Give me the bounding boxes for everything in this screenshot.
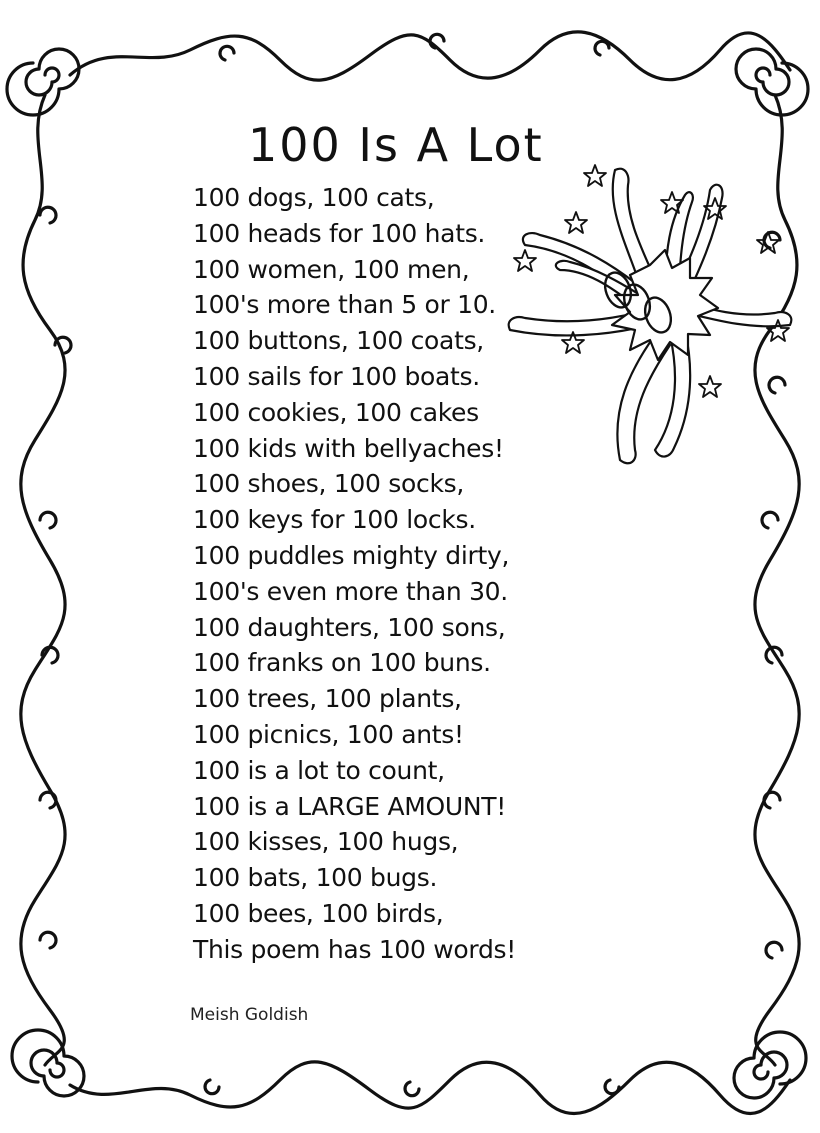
poem-line: 100 is a lot to count, <box>193 755 445 785</box>
poem-line: 100 kisses, 100 hugs, <box>193 827 459 857</box>
page-title: 100 Is A Lot <box>248 118 544 172</box>
poem-line: 100 kids with bellyaches! <box>193 433 504 463</box>
poem-line: 100 buttons, 100 coats, <box>193 326 484 356</box>
poem-line: 100 cookies, 100 cakes <box>193 397 479 427</box>
author-credit: Meish Goldish <box>190 1005 309 1025</box>
poem-line: 100 trees, 100 plants, <box>193 684 462 714</box>
poem-line: 100 bees, 100 birds, <box>193 898 444 928</box>
poem-line: 100 franks on 100 buns. <box>193 648 491 678</box>
poem-line: 100's more than 5 or 10. <box>193 290 496 320</box>
poem-line: 100 is a LARGE AMOUNT! <box>193 791 506 821</box>
poem-line: 100 dogs, 100 cats, <box>193 183 435 212</box>
firework-burst-icon <box>490 150 795 475</box>
corner-spiral-tr <box>736 49 808 115</box>
corner-spiral-tl <box>7 49 79 115</box>
poem-line: 100 picnics, 100 ants! <box>193 719 464 749</box>
poem-line: 100 keys for 100 locks. <box>193 505 476 535</box>
poem-line: 100 heads for 100 hats. <box>193 218 486 248</box>
poem-line: 100's even more than 30. <box>193 576 508 606</box>
poem-line: 100 sails for 100 boats. <box>193 361 480 391</box>
poem-line: 100 shoes, 100 socks, <box>193 469 465 499</box>
poem-line: This poem has 100 words! <box>193 934 516 964</box>
border-bottom <box>70 1062 790 1114</box>
poem-line: 100 women, 100 men, <box>193 254 470 284</box>
poem-line: 100 daughters, 100 sons, <box>193 612 506 642</box>
poem-lines <box>193 180 516 968</box>
border-left <box>21 95 65 1065</box>
poem-line: 100 puddles mighty dirty, <box>193 540 510 570</box>
corner-spiral-br <box>734 1032 806 1098</box>
poem-line: 100 bats, 100 bugs. <box>193 863 438 893</box>
